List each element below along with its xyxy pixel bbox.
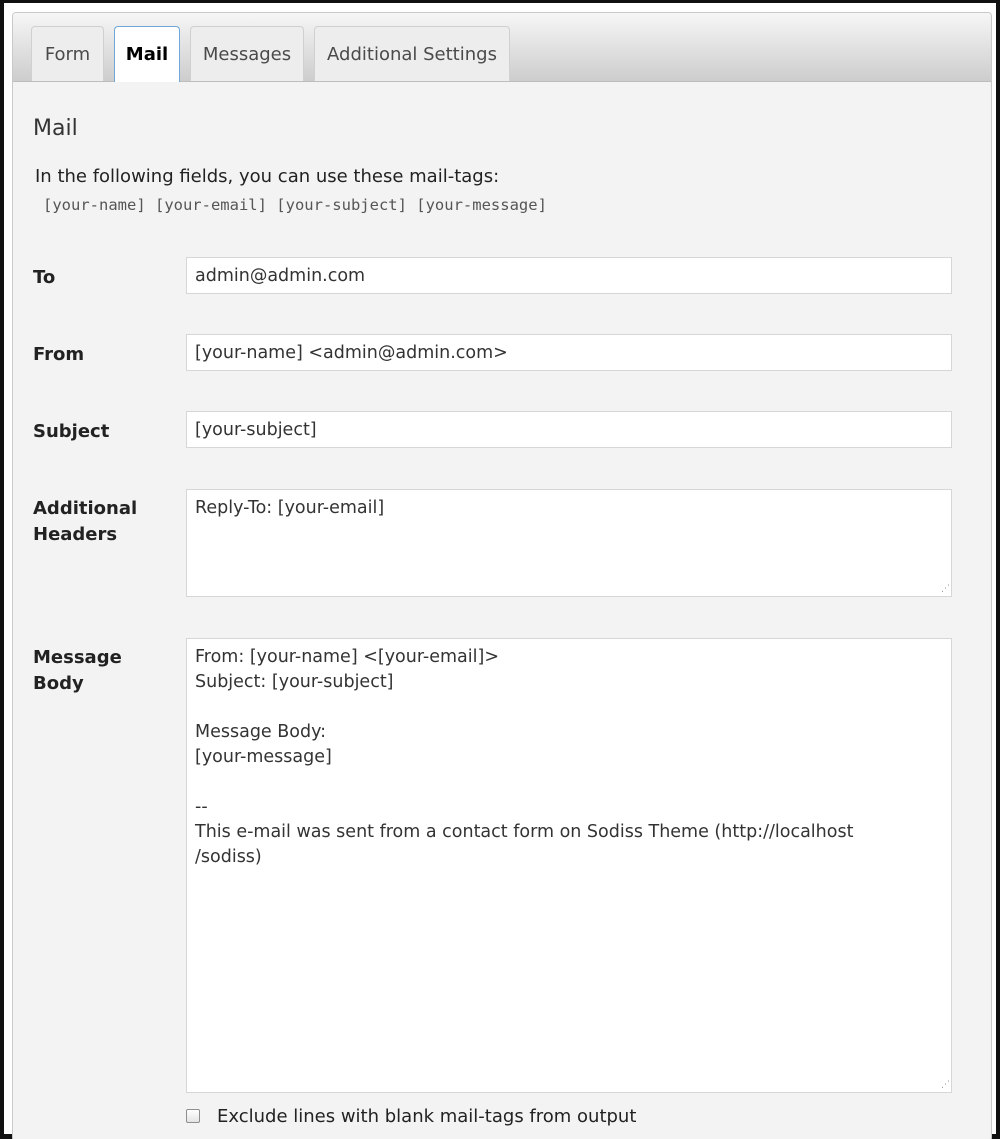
exclude-blank-row xyxy=(186,1103,636,1129)
from-field[interactable] xyxy=(186,334,952,371)
exclude-blank-checkbox[interactable] xyxy=(186,1109,200,1123)
tab-form[interactable]: Form xyxy=(31,26,104,81)
additional-headers-label xyxy=(33,496,137,548)
from-label: From xyxy=(33,344,85,365)
subject-field[interactable] xyxy=(186,411,952,448)
resize-grip-icon[interactable]: ⋰ xyxy=(941,584,950,594)
additional-headers-label-line1: Additional xyxy=(33,498,138,519)
to-field[interactable] xyxy=(186,257,952,294)
exclude-blank-label[interactable]: Exclude lines with blank mail-tags from output xyxy=(217,1105,637,1127)
tab-mail[interactable]: Mail xyxy=(114,26,180,82)
message-body-field[interactable] xyxy=(186,638,952,1093)
subject-label: Subject xyxy=(33,421,110,442)
additional-headers-label-line2: Headers xyxy=(33,524,118,545)
tab-additional-settings[interactable]: Additional Settings xyxy=(314,26,510,81)
message-body-label xyxy=(33,645,122,697)
message-body-label-line1: Message xyxy=(33,647,122,668)
message-body-label-line2: Body xyxy=(33,673,84,694)
tab-messages[interactable]: Messages xyxy=(190,26,304,81)
additional-headers-field[interactable] xyxy=(186,489,952,597)
section-title: Mail xyxy=(33,116,78,141)
tab-bar xyxy=(13,13,991,82)
contact-form-editor-panel xyxy=(12,12,992,1139)
mail-tags-list: [your-name] [your-email] [your-subject] [your-message] xyxy=(43,196,547,214)
to-label: To xyxy=(33,267,56,288)
mail-tags-intro: In the following fields, you can use these mail-tags: xyxy=(35,166,500,187)
resize-grip-icon[interactable]: ⋰ xyxy=(941,1080,950,1090)
